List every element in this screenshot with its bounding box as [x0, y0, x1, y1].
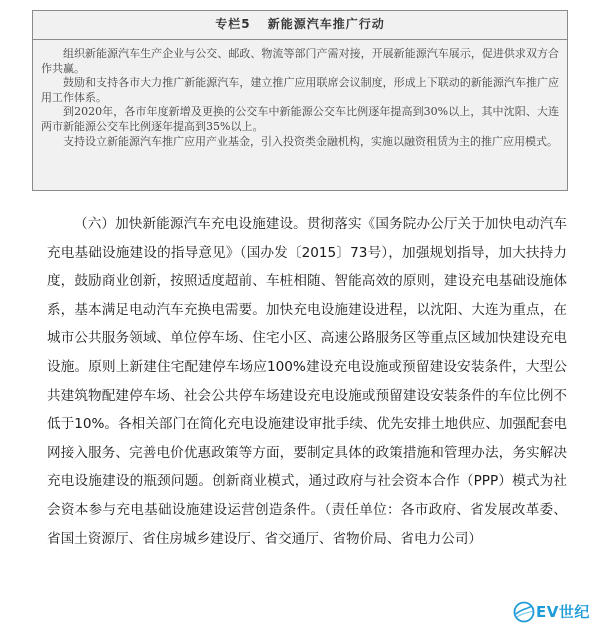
- sidebar-box-title: [33, 11, 567, 37]
- sidebar-box: [32, 10, 568, 191]
- watermark-text: EV世纪: [536, 603, 590, 621]
- watermark-logo: [512, 598, 594, 626]
- sidebar-box-paragraph: 鼓励和支持各市大力推广新能源汽车，建立推广应用联席会议制度，形成上下联动的新能源汽车推广应用工作体系。: [41, 76, 559, 104]
- ev-globe-icon: [512, 600, 536, 624]
- sidebar-box-divider: [33, 39, 567, 40]
- sidebar-box-paragraph: 组织新能源汽车生产企业与公交、邮政、物流等部门产需对接，开展新能源汽车展示，促进供求双方合作共赢。: [41, 47, 559, 75]
- sidebar-box-paragraph: 到2020年，各市年度新增及更换的公交车中新能源公交车比例逐年提高到30%以上，其中沈阳、大连两市新能源公交车比例逐年提高到35%以上。: [41, 105, 559, 133]
- sidebar-box-label: 专栏5: [215, 17, 251, 31]
- sidebar-box-heading: 新能源汽车推广行动: [267, 17, 385, 31]
- main-paragraph: （六）加快新能源汽车充电设施建设。贯彻落实《国务院办公厅关于加快电动汽车充电基础设施建设的指导意见》（国办发〔2015〕73号），加强规划指导，加大扶持力度，鼓励商业创新，按照适度超前、车桩相随、智能高效的原则，建设充电基础设施体系，基本满足电动汽车充换电需要。加快充电设施建设进程，以沈阳、大连为重点，在城市公共服务领域、单位停车场、住宅小区、高速公路服务区等重点区域加快建设充电设施。原则上新建住宅配建停车场应100%建设充电设施或预留建设安装条件，大型公共建筑物配建停车场、社会公共停车场建设充电设施或预留建设安装条件的车位比例不低于10%。各相关部门在简化充电设施建设审批手续、优先安排土地供应、加强配套电网接入服务、完善电价优惠政策等方面，要制定具体的政策措施和管理办法，务实解决充电设施建设的瓶颈问题。创新商业模式，通过政府与社会资本合作（PPP）模式为社会资本参与充电基础设施建设运营创造条件。（责任单位：各市政府、省发展改革委、省国土资源厅、省住房城乡建设厅、省交通厅、省物价局、省电力公司）: [47, 216, 567, 547]
- sidebar-box-body: [41, 47, 559, 149]
- sidebar-box-paragraph: 支持设立新能源汽车推广应用产业基金，引入投资类金融机构，实施以融资租赁为主的推广应用模式。: [63, 134, 558, 148]
